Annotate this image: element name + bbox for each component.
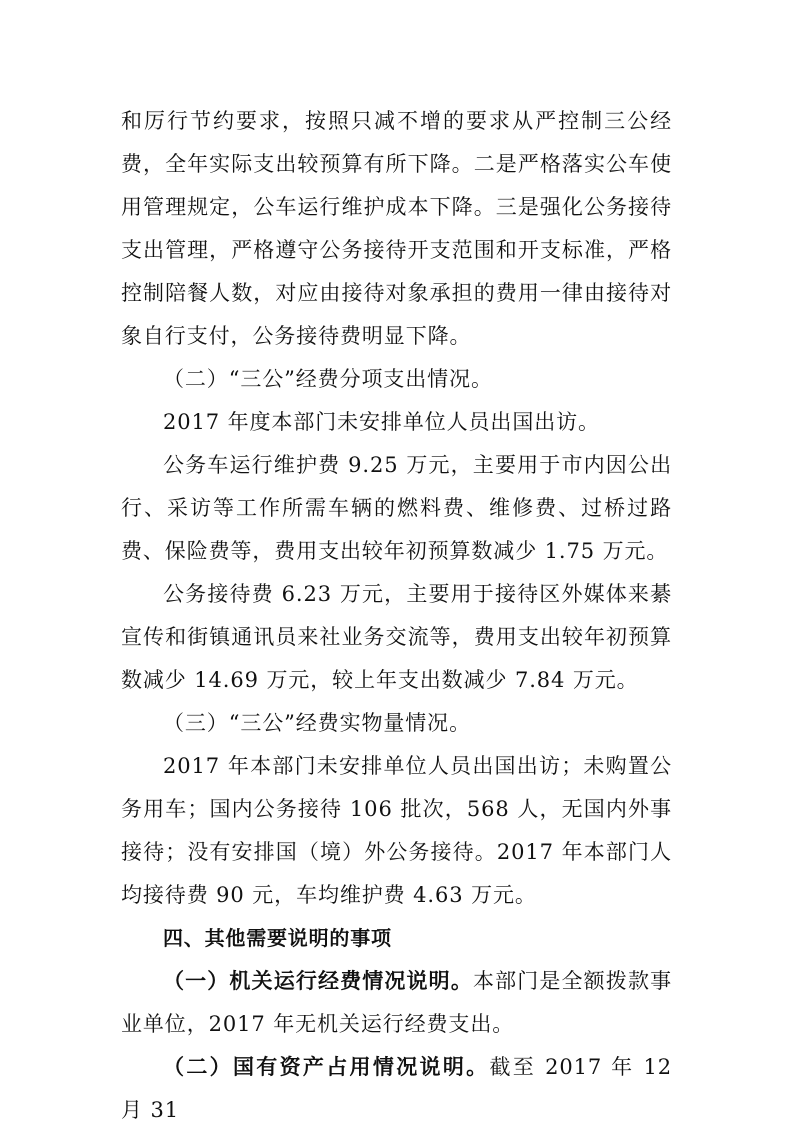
subheading-three-public-physical-quantity: （三）“三公”经费实物量情况。 [163, 711, 471, 735]
paragraph-state-assets-usage-heading: （二）国有资产占用情况说明。 [163, 1055, 490, 1079]
paragraph-state-assets-usage-body: 截至 2017 年 12 月 31 [121, 1055, 672, 1122]
paragraph-vehicle-maintenance-cost: 公务车运行维护费 9.25 万元，主要用于市内因公出行、采访等工作所需车辆的燃料费、维修费、过桥过路费、保险费等，费用支出较年初预算数减少 1.75 万元。 [121, 453, 672, 563]
paragraph-agency-operating-expenses [121, 960, 672, 1046]
paragraph-physical-quantity-details: 2017 年本部门未安排单位人员出国出访；未购置公务用车；国内公务接待 106 批次，568 人，无国内外事接待；没有安排国（境）外公务接待。2017 年本部门人均接待费 90 元，车均维护费 4.63 万元。 [121, 754, 672, 907]
subheading-three-public-itemized: （二）“三公”经费分项支出情况。 [163, 367, 493, 391]
paragraph-three-public-expense-control: 和厉行节约要求，按照只减不增的要求从严控制三公经费，全年实际支出较预算有所下降。二是严格落实公车使用管理规定，公车运行维护成本下降。三是强化公务接待支出管理，严格遵守公务接待开支范围和开支标准，严格控制陪餐人数，对应由接待对象承担的费用一律由接待对象自行支付，公务接待费明显下降。 [121, 109, 672, 348]
paragraph-agency-operating-expenses-body: 本部门是全额拨款事业单位，2017 年无机关运行经费支出。 [121, 969, 672, 1036]
paragraph-official-reception-cost: 公务接待费 6.23 万元，主要用于接待区外媒体来綦宣传和街镇通讯员来社业务交流等，费用支出较年初预算数减少 14.69 万元，较上年支出数减少 7.84 万元。 [121, 582, 672, 692]
paragraph-state-assets-usage [121, 1046, 672, 1132]
paragraph-agency-operating-expenses-heading: （一）机关运行经费情况说明。 [163, 969, 473, 993]
document-page [121, 100, 672, 1122]
section-heading-other-matters: 四、其他需要说明的事项 [163, 926, 392, 950]
paragraph-no-overseas-visits: 2017 年度本部门未安排单位人员出国出访。 [163, 410, 600, 434]
